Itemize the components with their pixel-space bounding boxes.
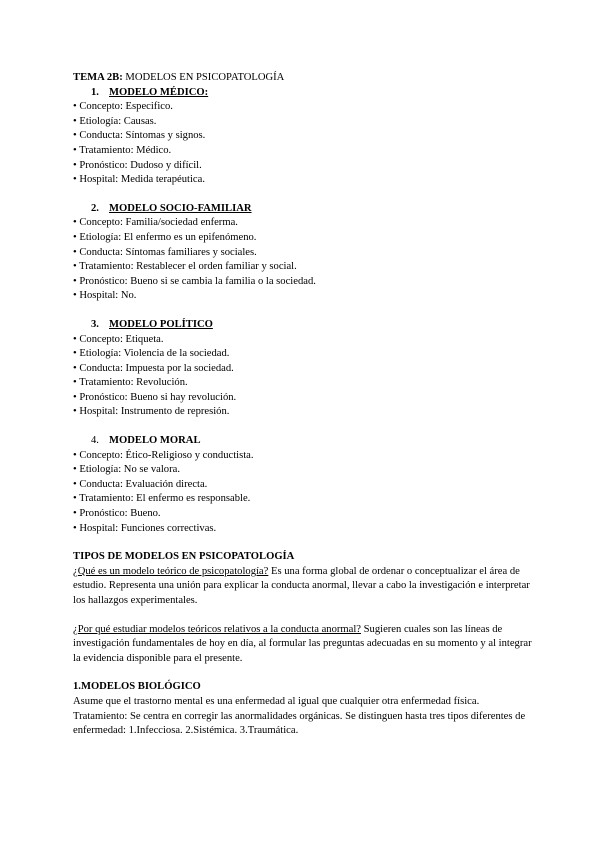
answer-1: Es una forma global de ordenar o conceptualizar el área de estudio. Representa una unión para explicar la conducta anormal, llevar a cabo la investigación e interpretar los hallazgos experimentales. bbox=[73, 565, 530, 606]
section-3-label: MODELO POLÍTICO bbox=[109, 318, 213, 330]
list-item: • Concepto: Familia/sociedad enferma. bbox=[73, 216, 533, 231]
section-1-number: 1. bbox=[91, 86, 99, 98]
title-prefix: TEMA 2B: bbox=[73, 72, 123, 83]
section-2-label: MODELO SOCIO-FAMILIAR bbox=[109, 202, 252, 214]
answer-2: Sugieren cuales son las líneas de investigación fundamentales de hoy en día, al formular las preguntas adecuadas en su momento y al integrar la evidencia disponible para el presente. bbox=[73, 623, 532, 664]
document-title bbox=[73, 71, 533, 86]
section-4-heading bbox=[73, 434, 533, 449]
list-item: • Tratamiento: Médico. bbox=[73, 144, 533, 159]
list-item: • Tratamiento: Revolución. bbox=[73, 376, 533, 391]
question-2-paragraph bbox=[73, 623, 533, 667]
section-3-number: 3. bbox=[91, 318, 99, 330]
list-item: • Concepto: Ético-Religioso y conductista. bbox=[73, 449, 533, 464]
list-item: • Concepto: Etiqueta. bbox=[73, 333, 533, 348]
list-item: • Conducta: Síntomas y signos. bbox=[73, 129, 533, 144]
list-item: • Conducta: Evaluación directa. bbox=[73, 478, 533, 493]
bio-paragraph-2: Tratamiento: Se centra en corregir las anormalidades orgánicas. Se distinguen hasta tres tipos diferentes de enfermedad: 1.Infecciosa. 2.Sistémica. 3.Traumática. bbox=[73, 710, 526, 737]
section-2-number: 2. bbox=[91, 202, 99, 214]
types-heading: TIPOS DE MODELOS EN PSICOPATOLOGÍA bbox=[73, 551, 295, 563]
section-2-list bbox=[73, 216, 533, 304]
list-item: • Etiología: No se valora. bbox=[73, 463, 533, 478]
section-1-list bbox=[73, 100, 533, 188]
list-item: • Tratamiento: El enfermo es responsable. bbox=[73, 492, 533, 507]
list-item: • Hospital: No. bbox=[73, 289, 533, 304]
list-item: • Etiología: El enfermo es un epifenómeno. bbox=[73, 231, 533, 246]
question-1-paragraph bbox=[73, 565, 533, 609]
section-2-heading bbox=[73, 202, 533, 217]
list-item: • Tratamiento: Restablecer el orden familiar y social. bbox=[73, 260, 533, 275]
document-content bbox=[73, 71, 533, 739]
list-item: • Conducta: Impuesta por la sociedad. bbox=[73, 362, 533, 377]
list-item: • Pronóstico: Dudoso y difícil. bbox=[73, 159, 533, 174]
list-item: • Hospital: Medida terapéutica. bbox=[73, 173, 533, 188]
list-item: • Etiología: Causas. bbox=[73, 115, 533, 130]
title-text: MODELOS EN PSICOPATOLOGÍA bbox=[122, 72, 285, 83]
list-item: • Pronóstico: Bueno si se cambia la familia o la sociedad. bbox=[73, 275, 533, 290]
section-4-number: 4. bbox=[91, 435, 99, 447]
list-item: • Hospital: Instrumento de represión. bbox=[73, 405, 533, 420]
section-4-label: MODELO MORAL bbox=[109, 435, 201, 447]
section-3-heading bbox=[73, 318, 533, 333]
list-item: • Pronóstico: Bueno si hay revolución. bbox=[73, 391, 533, 406]
bio-heading: 1.MODELOS BIOLÓGICO bbox=[73, 681, 201, 693]
list-item: • Conducta: Síntomas familiares y sociales. bbox=[73, 246, 533, 261]
question-1: ¿Qué es un modelo teórico de psicopatología? bbox=[73, 565, 269, 577]
bio-paragraph-1: Asume que el trastorno mental es una enfermedad al igual que cualquier otra enfermedad física. bbox=[73, 695, 480, 707]
list-item: • Pronóstico: Bueno. bbox=[73, 507, 533, 522]
section-1-label: MODELO MÉDICO: bbox=[109, 86, 209, 98]
question-2: ¿Por qué estudiar modelos teóricos relativos a la conducta anormal? bbox=[73, 623, 361, 635]
list-item: • Etiología: Violencia de la sociedad. bbox=[73, 347, 533, 362]
section-1-heading bbox=[73, 86, 533, 101]
list-item: • Concepto: Especifico. bbox=[73, 100, 533, 115]
section-3-list bbox=[73, 333, 533, 421]
section-4-list bbox=[73, 449, 533, 537]
list-item: • Hospital: Funciones correctivas. bbox=[73, 522, 533, 537]
